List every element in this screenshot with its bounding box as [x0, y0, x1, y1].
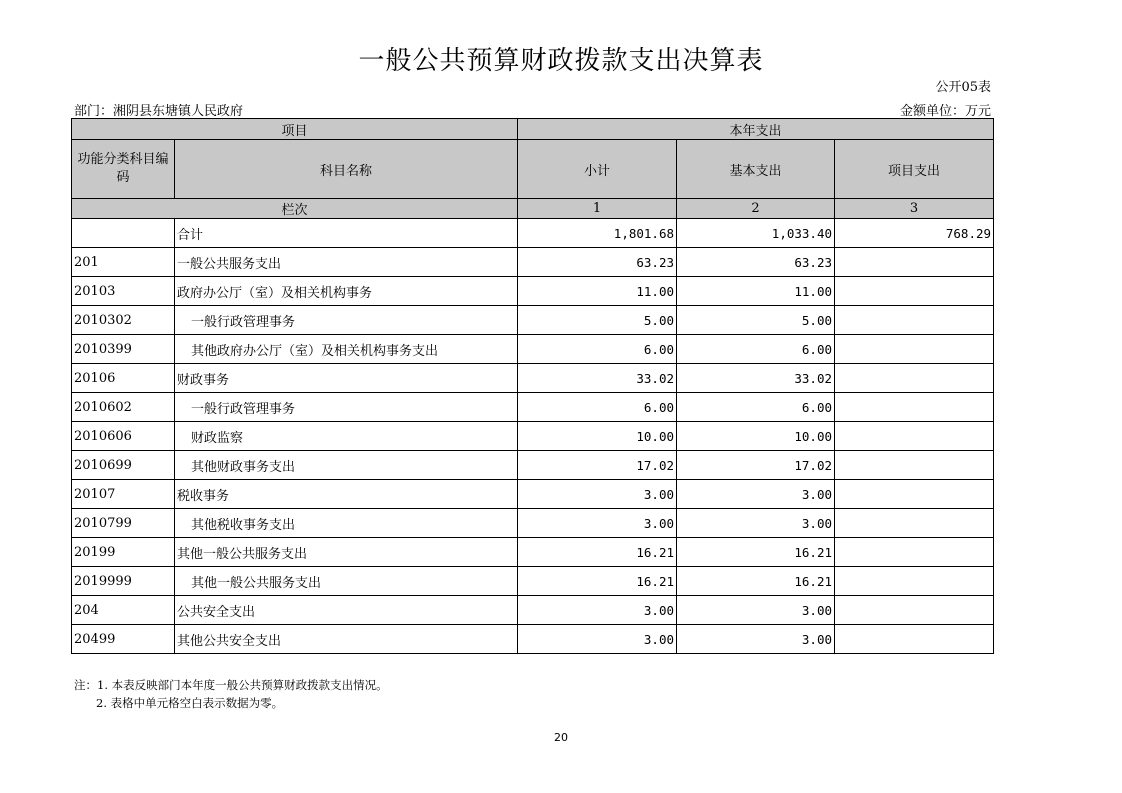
row-code: 20106: [72, 364, 175, 393]
row-subtotal: 1,801.68: [518, 219, 677, 248]
row-basic: 6.00: [677, 393, 835, 422]
table-row: [72, 480, 994, 509]
row-subtotal: 3.00: [518, 596, 677, 625]
row-basic: 63.23: [677, 248, 835, 277]
table-row: [72, 596, 994, 625]
row-project: [835, 567, 994, 596]
row-basic: 1,033.40: [677, 219, 835, 248]
table-row: [72, 364, 994, 393]
row-basic: 3.00: [677, 625, 835, 654]
row-project: [835, 364, 994, 393]
row-basic: 16.21: [677, 567, 835, 596]
header-basic: 基本支出: [677, 140, 835, 199]
row-subtotal: 33.02: [518, 364, 677, 393]
row-subtotal: 3.00: [518, 509, 677, 538]
table-row: [72, 538, 994, 567]
row-project: 768.29: [835, 219, 994, 248]
row-subtotal: 6.00: [518, 393, 677, 422]
row-subtotal: 3.00: [518, 480, 677, 509]
header-project: 项目支出: [835, 140, 994, 199]
row-subtotal: 6.00: [518, 335, 677, 364]
row-code: 2010799: [72, 509, 175, 538]
row-name: 公共安全支出: [175, 596, 518, 625]
table-row: [72, 451, 994, 480]
row-name: 税收事务: [175, 480, 518, 509]
row-subtotal: 10.00: [518, 422, 677, 451]
row-code: 2010399: [72, 335, 175, 364]
row-code: 20199: [72, 538, 175, 567]
row-project: [835, 335, 994, 364]
footnote-1: 注：1. 本表反映部门本年度一般公共预算财政拨款支出情况。: [74, 678, 388, 692]
header-code: 功能分类科目编码: [72, 140, 175, 199]
row-code: 2010699: [72, 451, 175, 480]
page-number: 20: [554, 731, 568, 744]
row-code: 20103: [72, 277, 175, 306]
header-col3: 3: [835, 199, 994, 219]
row-project: [835, 509, 994, 538]
table-row: [72, 567, 994, 596]
row-name: 其他税收事务支出: [175, 509, 518, 538]
row-name: 其他财政事务支出: [175, 451, 518, 480]
row-basic: 3.00: [677, 509, 835, 538]
row-subtotal: 16.21: [518, 567, 677, 596]
row-name: 财政监察: [175, 422, 518, 451]
row-basic: 17.02: [677, 451, 835, 480]
row-basic: 11.00: [677, 277, 835, 306]
row-code: 201: [72, 248, 175, 277]
table-row: [72, 335, 994, 364]
row-code: 2019999: [72, 567, 175, 596]
row-code: 204: [72, 596, 175, 625]
table-row: [72, 219, 994, 248]
footnote-2: 2. 表格中单元格空白表示数据为零。: [96, 696, 284, 710]
row-name: 政府办公厅（室）及相关机构事务: [175, 277, 518, 306]
row-name: 其他一般公共服务支出: [175, 538, 518, 567]
page-title: 一般公共预算财政拨款支出决算表: [358, 46, 764, 76]
row-basic: 6.00: [677, 335, 835, 364]
row-name: 一般行政管理事务: [175, 393, 518, 422]
row-project: [835, 422, 994, 451]
row-name: 合计: [175, 219, 518, 248]
row-basic: 16.21: [677, 538, 835, 567]
row-project: [835, 596, 994, 625]
row-name: 一般公共服务支出: [175, 248, 518, 277]
header-row-groups: [72, 119, 994, 140]
table-row: [72, 509, 994, 538]
row-subtotal: 17.02: [518, 451, 677, 480]
table-row: [72, 248, 994, 277]
header-subtotal: 小计: [518, 140, 677, 199]
row-subtotal: 5.00: [518, 306, 677, 335]
footnotes: [74, 676, 388, 712]
header-year-expenditure: 本年支出: [518, 119, 994, 140]
header-col2: 2: [677, 199, 835, 219]
row-project: [835, 306, 994, 335]
department-label: 部门：湘阴县东塘镇人民政府: [74, 104, 244, 119]
unit-label: 金额单位：万元: [899, 104, 991, 119]
row-code: [72, 219, 175, 248]
row-code: 20107: [72, 480, 175, 509]
row-basic: 3.00: [677, 596, 835, 625]
header-col1: 1: [518, 199, 677, 219]
header-row-index: [72, 199, 994, 219]
row-code: 2010302: [72, 306, 175, 335]
table-row: [72, 393, 994, 422]
table-row: [72, 306, 994, 335]
row-project: [835, 538, 994, 567]
row-project: [835, 248, 994, 277]
row-project: [835, 451, 994, 480]
row-project: [835, 393, 994, 422]
row-basic: 5.00: [677, 306, 835, 335]
row-code: 2010606: [72, 422, 175, 451]
row-code: 2010602: [72, 393, 175, 422]
row-basic: 10.00: [677, 422, 835, 451]
row-basic: 3.00: [677, 480, 835, 509]
row-basic: 33.02: [677, 364, 835, 393]
header-name: 科目名称: [175, 140, 518, 199]
row-project: [835, 625, 994, 654]
row-name: 财政事务: [175, 364, 518, 393]
header-item: 项目: [72, 119, 518, 140]
expenditure-table: [71, 118, 994, 654]
table-row: [72, 422, 994, 451]
row-subtotal: 3.00: [518, 625, 677, 654]
row-name: 其他公共安全支出: [175, 625, 518, 654]
row-subtotal: 63.23: [518, 248, 677, 277]
row-subtotal: 16.21: [518, 538, 677, 567]
table-number: 公开05表: [935, 80, 991, 95]
row-name: 其他政府办公厅（室）及相关机构事务支出: [175, 335, 518, 364]
header-row-columns: [72, 140, 994, 199]
row-subtotal: 11.00: [518, 277, 677, 306]
table-row: [72, 625, 994, 654]
header-row-label: 栏次: [72, 199, 518, 219]
row-name: 一般行政管理事务: [175, 306, 518, 335]
row-name: 其他一般公共服务支出: [175, 567, 518, 596]
row-code: 20499: [72, 625, 175, 654]
row-project: [835, 480, 994, 509]
table-row: [72, 277, 994, 306]
row-project: [835, 277, 994, 306]
